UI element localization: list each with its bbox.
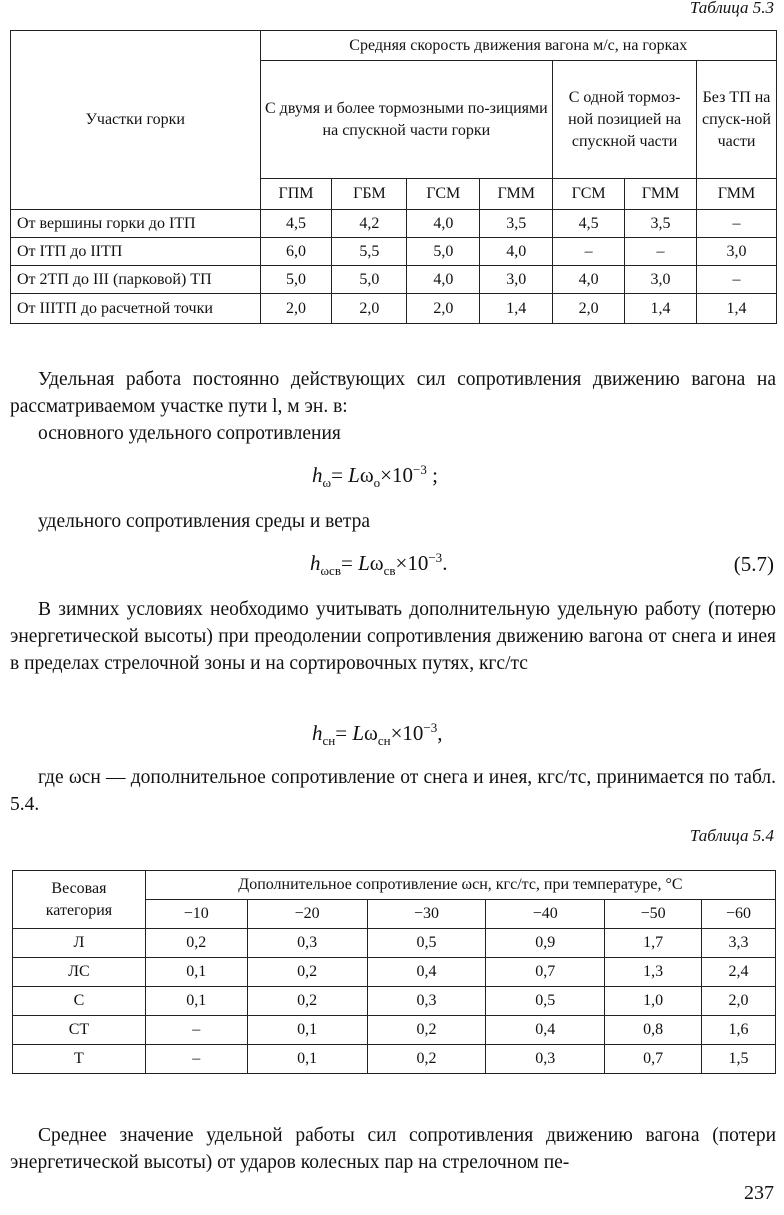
cell: 0,4 <box>486 1016 605 1045</box>
cell: 4,2 <box>332 210 407 238</box>
cell: 0,1 <box>145 958 247 987</box>
header-avg-speed: Средняя скорость движения вагона м/с, на горках <box>260 31 776 61</box>
cell: 0,9 <box>486 929 605 958</box>
group-two-or-more: С двумя и более тормозными по-зициями на спускной части горки <box>260 61 553 179</box>
cell: 1,5 <box>702 1045 776 1074</box>
paragraph-3: удельного сопротивления среды и ветра <box>38 511 371 532</box>
cell: 5,0 <box>260 266 332 294</box>
formula-1: $h_\omega= L\omega_о\times 10^{-3}$ ; <box>312 462 438 491</box>
table-row <box>13 1016 776 1045</box>
cell: 0,7 <box>486 958 605 987</box>
cell: 1,7 <box>605 929 702 958</box>
cell: 3,0 <box>697 238 777 266</box>
table-5-4 <box>12 870 776 1074</box>
row-header-sections: Участки горки <box>11 31 261 210</box>
cell: 1,3 <box>605 958 702 987</box>
cell: 5,5 <box>332 238 407 266</box>
cell: – <box>625 238 697 266</box>
cell: – <box>553 238 625 266</box>
subcol: ГММ <box>697 179 777 210</box>
cell: 0,2 <box>247 987 367 1016</box>
cell: 2,0 <box>407 294 480 324</box>
formula-3: $h_{сн}= L\omega_{сн}\times 10^{-3}$, <box>312 720 443 749</box>
cell: 0,2 <box>145 929 247 958</box>
paragraph-2: основного удельного сопротивления <box>38 423 341 444</box>
cell: 6,0 <box>260 238 332 266</box>
cell: – <box>697 210 777 238</box>
cell: 1,4 <box>480 294 553 324</box>
cell: 2,4 <box>702 958 776 987</box>
cell: 4,5 <box>553 210 625 238</box>
table-row <box>11 266 777 294</box>
paragraph-4: В зимних условиях необходимо учитывать дополнительную удельную работу (потерю энергетической высоты) при преодолении сопротивления движению вагона от снега и инея в пределах стрелочной зоны и на сортировочных путях, кгс/тс <box>10 599 776 674</box>
cell: 1,0 <box>605 987 702 1016</box>
row-label: Т <box>13 1045 146 1074</box>
cell: 3,3 <box>702 929 776 958</box>
cell: 2,0 <box>260 294 332 324</box>
row-label: От ІІІТП до расчетной точки <box>11 294 261 324</box>
cell: 0,3 <box>247 929 367 958</box>
cell: 0,7 <box>605 1045 702 1074</box>
row-label: Л <box>13 929 146 958</box>
subcol: ГСМ <box>553 179 625 210</box>
temp-col: −10 <box>145 900 247 929</box>
header-additional-resistance: Дополнительное сопротивление ωсн, кгс/тс, при температуре, °С <box>145 871 775 900</box>
row-label: СТ <box>13 1016 146 1045</box>
row-header-weight-category: Весовая категория <box>13 871 146 929</box>
table-row <box>13 987 776 1016</box>
cell: 0,2 <box>247 958 367 987</box>
temp-col: −30 <box>367 900 486 929</box>
table-5-3-caption: Таблица 5.3 <box>689 0 774 17</box>
row-label: От вершины горки до ІТП <box>11 210 261 238</box>
cell: 0,1 <box>247 1045 367 1074</box>
cell: 4,0 <box>480 238 553 266</box>
cell: 5,0 <box>332 266 407 294</box>
subcol: ГБМ <box>332 179 407 210</box>
cell: 1,4 <box>625 294 697 324</box>
cell: 4,0 <box>407 266 480 294</box>
cell: 0,5 <box>486 987 605 1016</box>
cell: 0,1 <box>145 987 247 1016</box>
cell: 2,0 <box>332 294 407 324</box>
cell: 0,8 <box>605 1016 702 1045</box>
cell: – <box>145 1016 247 1045</box>
cell: 4,0 <box>407 210 480 238</box>
cell: 2,0 <box>702 987 776 1016</box>
formula-2: $h_{\omega св}= L\omega_{св}\times 10^{-3}$. <box>310 550 448 579</box>
paragraph-5: где ωсн — дополнительное сопротивление от снега и инея, кгс/тс, принимается по табл. 5.4. <box>10 767 776 815</box>
cell: 1,4 <box>697 294 777 324</box>
cell: 1,6 <box>702 1016 776 1045</box>
cell: 0,3 <box>367 987 486 1016</box>
subcol: ГСМ <box>407 179 480 210</box>
row-label: От 2ТП до III (парковой) ТП <box>11 266 261 294</box>
cell: 3,5 <box>625 210 697 238</box>
cell: 3,0 <box>480 266 553 294</box>
table-row <box>11 294 777 324</box>
row-label: С <box>13 987 146 1016</box>
temp-col: −50 <box>605 900 702 929</box>
row-label: ЛС <box>13 958 146 987</box>
subcol: ГММ <box>625 179 697 210</box>
temp-col: −20 <box>247 900 367 929</box>
group-one-position: С одной тормоз-ной позицией на спускной части <box>553 61 697 179</box>
table-5-4-caption: Таблица 5.4 <box>689 826 774 845</box>
page-number: 237 <box>744 1182 774 1204</box>
paragraph-1: Удельная работа постоянно действующих сил сопротивления движению вагона на рассматриваемом участке пути l, м эн. в: <box>10 369 776 417</box>
cell: 4,5 <box>260 210 332 238</box>
table-5-3 <box>10 30 777 324</box>
cell: 0,2 <box>367 1016 486 1045</box>
table-row <box>13 1045 776 1074</box>
paragraph-6: Среднее значение удельной работы сил сопротивления движению вагона (потери энергетической высоты) от ударов колесных пар на стрелочном пе- <box>10 1125 776 1173</box>
cell: 0,2 <box>367 1045 486 1074</box>
cell: 2,0 <box>553 294 625 324</box>
table-row <box>13 929 776 958</box>
subcol: ГММ <box>480 179 553 210</box>
cell: – <box>697 266 777 294</box>
table-row <box>11 210 777 238</box>
group-no-tp: Без ТП на спуск-ной части <box>697 61 777 179</box>
cell: – <box>145 1045 247 1074</box>
cell: 3,5 <box>480 210 553 238</box>
cell: 0,3 <box>486 1045 605 1074</box>
table-row <box>11 238 777 266</box>
subcol: ГПМ <box>260 179 332 210</box>
cell: 5,0 <box>407 238 480 266</box>
cell: 3,0 <box>625 266 697 294</box>
row-label: От ІТП до ІІТП <box>11 238 261 266</box>
table-row <box>13 958 776 987</box>
equation-number: (5.7) <box>733 552 774 576</box>
cell: 0,1 <box>247 1016 367 1045</box>
cell: 4,0 <box>553 266 625 294</box>
temp-col: −40 <box>486 900 605 929</box>
cell: 0,5 <box>367 929 486 958</box>
temp-col: −60 <box>702 900 776 929</box>
cell: 0,4 <box>367 958 486 987</box>
